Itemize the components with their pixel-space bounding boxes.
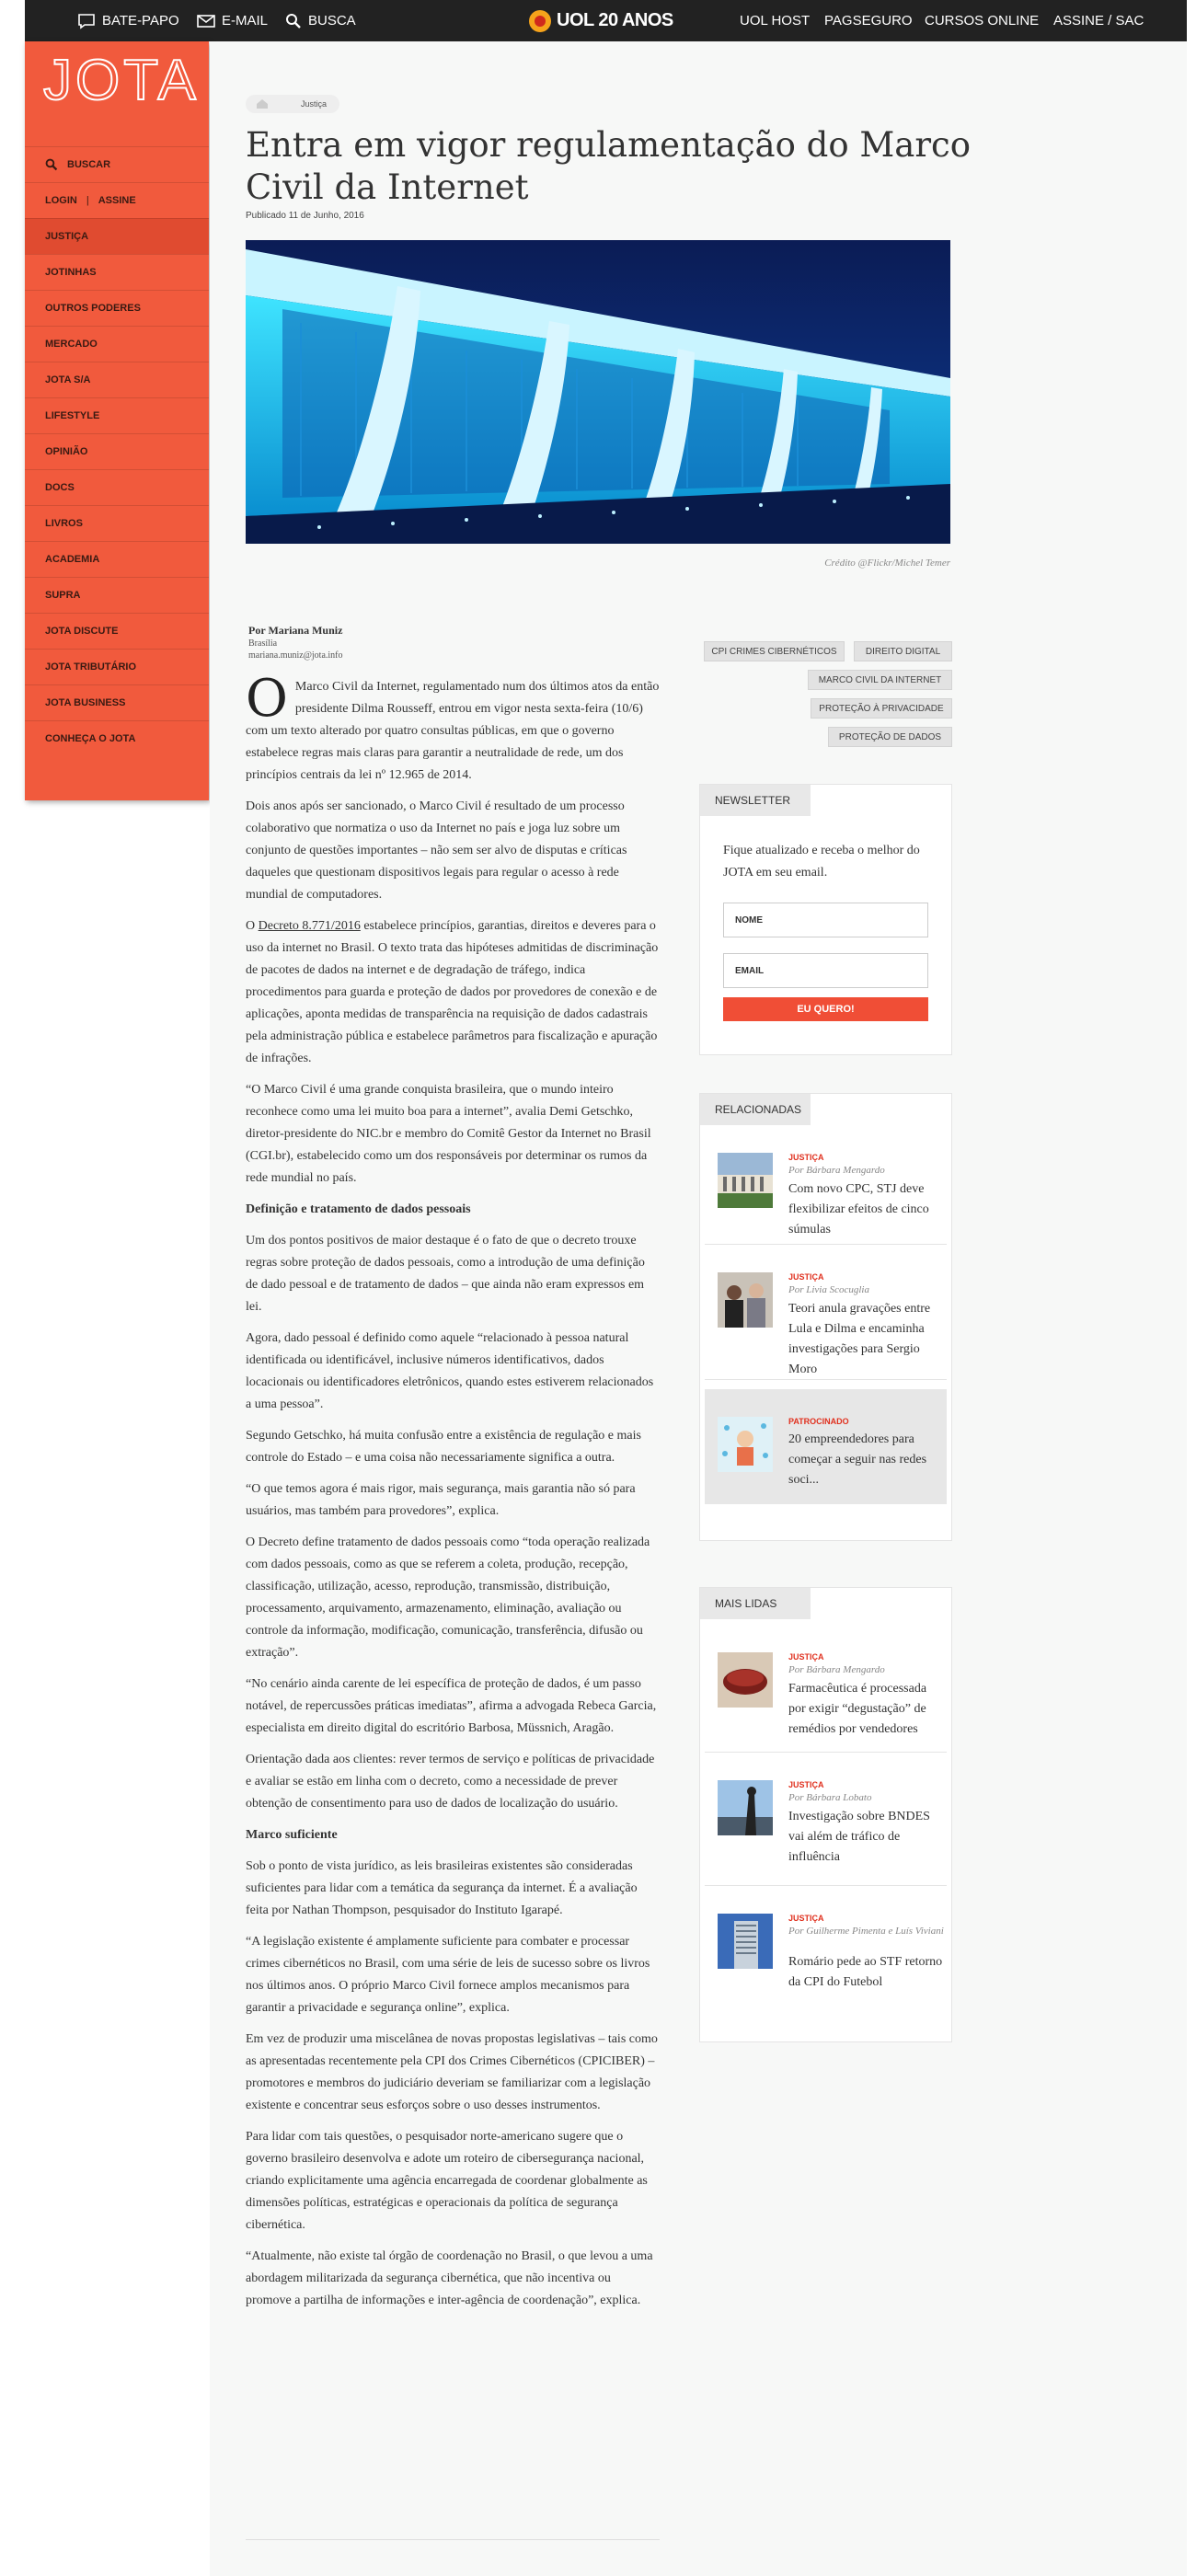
most-read-title: Farmacêutica é processada por exigir “degustação” de remédios por vendedores bbox=[788, 1682, 927, 1736]
newsletter-widget bbox=[699, 784, 952, 1055]
login-separator: | bbox=[86, 195, 89, 206]
most-read-category: JUSTIÇA bbox=[788, 1914, 824, 1923]
sidebar-search-label: BUSCAR bbox=[67, 159, 111, 170]
related-thumbnail bbox=[718, 1153, 773, 1208]
article-paragraph: “No cenário ainda carente de lei específica de proteção de dados, é um passo notável, de repercussões práticas imediatas”, afirma a advogada Rebeca Garcia, especialista em direito digital do escritório Barbosa, Müssnich, Aragão. bbox=[246, 1677, 657, 1735]
article-paragraph: Um dos pontos positivos de maior destaque é o fato de que o decreto trouxe regras sobre proteção de dados pessoais, como a introdução de uma definição de dado pessoal e de tratamento de dados – que ainda não eram expressos em lei. bbox=[246, 1234, 645, 1314]
related-item[interactable] bbox=[705, 1245, 947, 1380]
home-icon[interactable] bbox=[251, 98, 273, 110]
tag-marco-civil-da-internet[interactable]: MARCO CIVIL DA INTERNET bbox=[808, 670, 952, 690]
article-paragraph: “A legislação existente é amplamente suficiente para combater e processar crimes cibernéticos no Brasil, com uma série de leis de sucesso sobre os livros nos últimos anos. O próprio Marco Civil fornece amplos mecanismos para garantir a privacidade e segurança online”, explica. bbox=[246, 1935, 650, 2015]
sidebar-item-outros-poderes[interactable]: OUTROS PODERES bbox=[25, 290, 209, 326]
search-icon bbox=[45, 158, 58, 171]
newsletter-email-input[interactable] bbox=[723, 953, 928, 988]
most-read-item[interactable] bbox=[705, 1619, 947, 1753]
most-read-title: Investigação sobre BNDES vai além de tráfico de influência bbox=[788, 1810, 930, 1864]
sidebar-item-jota-discute[interactable]: JOTA DISCUTE bbox=[25, 613, 209, 649]
article-paragraph: Orientação dada aos clientes: rever termos de serviço e políticas de privacidade e avaliar se estão em linha com o decreto, como a necessidade de prever obtenção de consentimento para uso de dados de localização do usuário. bbox=[246, 1753, 655, 1811]
article-subheading: Definição e tratamento de dados pessoais bbox=[246, 1202, 471, 1216]
related-category: JUSTIÇA bbox=[788, 1153, 824, 1162]
most-read-thumbnail bbox=[718, 1914, 773, 1969]
related-author: Por Bárbara Mengardo bbox=[788, 1165, 885, 1176]
most-read-category: JUSTIÇA bbox=[788, 1780, 824, 1789]
article-paragraph: Segundo Getschko, há muita confusão entre a existência de regulação e mais controle do Estado – e uma coisa não necessariamente significa a outra. bbox=[246, 1429, 641, 1465]
sponsored-item[interactable] bbox=[705, 1389, 947, 1504]
article-paragraph: “O Marco Civil é uma grande conquista brasileira, que o mundo inteiro reconhece como uma lei muito boa para a internet”, avalia Demi Getschko, diretor-presidente do NIC.br e membro do Comitê Gestor da Internet no Brasil (CGI.br), estabelecido como um dos responsáveis por determinar os rumos da rede mundial no país. bbox=[246, 1083, 651, 1185]
palace-illustration bbox=[246, 240, 950, 544]
uol-logo-mark bbox=[529, 10, 551, 32]
tag-cpi-crimes-ciberneticos[interactable]: CPI CRIMES CIBERNÉTICOS bbox=[704, 641, 845, 661]
newsletter-text: Fique atualizado e receba o melhor do JOTA em seu email. bbox=[723, 844, 920, 880]
assine-sac-link[interactable]: ASSINE / SAC bbox=[1053, 13, 1144, 29]
article-title: Entra em vigor regulamentação do Marco Civil da Internet bbox=[246, 125, 972, 207]
sidebar-item-conheca-o-jota[interactable]: CONHEÇA O JOTA bbox=[25, 720, 209, 756]
author-email[interactable]: mariana.muniz@jota.info bbox=[248, 650, 343, 661]
cursos-online-link[interactable]: CURSOS ONLINE bbox=[925, 13, 1040, 29]
most-read-title: Romário pede ao STF retorno da CPI do Futebol bbox=[788, 1955, 943, 1989]
related-item[interactable] bbox=[705, 1125, 947, 1245]
uol-logo[interactable] bbox=[529, 0, 673, 41]
sidebar bbox=[25, 41, 209, 800]
tag-protecao-a-privacidade[interactable]: PROTEÇÃO À PRIVACIDADE bbox=[811, 698, 952, 719]
most-read-item[interactable] bbox=[705, 1886, 947, 2024]
article-paragraph: Em vez de produzir uma miscelânea de novas propostas legislativas – tais como as apresentadas recentemente pela CPI dos Crimes Cibernéticos (CPICIBER) – promotores e membros do judiciário deveriam se familiarizar com a legislação existente e concentrar seus esforços sobre o uso desses instrumentos. bbox=[246, 2032, 658, 2112]
article-paragraph: Agora, dado pessoal é definido como aquele “relacionado à pessoa natural identificada ou identificável, inclusive números identificativos, dados locacionais ou identificadores eletrônicos, quando estes estiverem relacionados a uma pessoa”. bbox=[246, 1331, 654, 1411]
article-end-divider bbox=[246, 2539, 660, 2540]
related-widget bbox=[699, 1093, 952, 1541]
most-read-category: JUSTIÇA bbox=[788, 1652, 824, 1662]
article-subheading: Marco suficiente bbox=[246, 1828, 338, 1842]
author-city: Brasília bbox=[248, 638, 278, 649]
chat-bubble-icon bbox=[77, 13, 96, 29]
sidebar-search[interactable] bbox=[25, 146, 209, 182]
sidebar-account-row bbox=[25, 182, 209, 218]
envelope-icon bbox=[197, 14, 215, 29]
most-read-author: Por Guilherme Pimenta e Luís Viviani bbox=[788, 1926, 944, 1937]
sidebar-item-jota-tributario[interactable]: JOTA TRIBUTÁRIO bbox=[25, 649, 209, 684]
most-read-item[interactable] bbox=[705, 1753, 947, 1886]
uol-logo-text: UOL 20 ANOS bbox=[557, 10, 673, 30]
most-read-author: Por Bárbara Mengardo bbox=[788, 1664, 885, 1675]
tag-direito-digital[interactable]: DIREITO DIGITAL bbox=[854, 641, 952, 661]
newsletter-heading: NEWSLETTER bbox=[700, 785, 811, 816]
article-paragraph: “Atualmente, não existe tal órgão de coordenação no Brasil, o que levou a uma abordagem militarizada da segurança cibernética, que não incentiva ou promove a partilha de informações e inter-agência de coordenação”, explica. bbox=[246, 2249, 653, 2307]
sidebar-item-academia[interactable]: ACADEMIA bbox=[25, 541, 209, 577]
pagseguro-link[interactable]: PAGSEGURO bbox=[824, 13, 913, 29]
article-paragraph: O Decreto 8.771/2016 estabelece princípios, garantias, direitos e deveres para o uso da internet no Brasil. O texto trata das hipóteses admitidas de discriminação de pacotes de dados na internet e de degradação de tráfego, indica procedimentos para guarda e proteção de dados por provedores de conexão e de aplicações, aponta medidas de transparência na requisição de dados cadastrais pela administração pública e estabelece parâmetros para fiscalização e apuração de infrações. bbox=[246, 919, 659, 1065]
email-link[interactable] bbox=[197, 0, 268, 41]
tag-protecao-de-dados[interactable]: PROTEÇÃO DE DADOS bbox=[828, 727, 952, 747]
sponsored-label: PATROCINADO bbox=[788, 1417, 849, 1426]
decree-link[interactable]: Decreto 8.771/2016 bbox=[258, 919, 361, 933]
most-read-heading: MAIS LIDAS bbox=[700, 1588, 811, 1619]
sidebar-item-justica[interactable]: JUSTIÇA bbox=[25, 218, 209, 254]
search-icon bbox=[285, 13, 302, 29]
related-heading: RELACIONADAS bbox=[700, 1094, 811, 1125]
sidebar-item-docs[interactable]: DOCS bbox=[25, 469, 209, 505]
sidebar-item-mercado[interactable]: MERCADO bbox=[25, 326, 209, 362]
most-read-author: Por Bárbara Lobato bbox=[788, 1792, 872, 1803]
sidebar-item-jota-business[interactable]: JOTA BUSINESS bbox=[25, 684, 209, 720]
related-thumbnail bbox=[718, 1417, 773, 1472]
subscribe-link[interactable]: ASSINE bbox=[98, 195, 136, 206]
related-title: Com novo CPC, STJ deve flexibilizar efeitos de cinco súmulas bbox=[788, 1182, 929, 1236]
email-label: E-MAIL bbox=[222, 13, 269, 29]
related-title: Teori anula gravações entre Lula e Dilma e encaminha investigações para Sergio Moro bbox=[788, 1302, 931, 1376]
article-paragraph: O Marco Civil da Internet, regulamentado num dos últimos atos da então presidente Dilma Rousseff, entrou em vigor nesta sexta-feira (10/6) com um texto alterado por quatro consultas públicas, em que o governo estabelece regras mais claras para garantir a neutralidade de rede, um dos princípios centrais da lei nº 12.965 de 2014. bbox=[246, 669, 660, 782]
jota-logo[interactable]: JOTA bbox=[43, 49, 200, 112]
related-title: 20 empreendedores para começar a seguir nas redes soci... bbox=[788, 1432, 927, 1487]
dropcap: O bbox=[246, 669, 288, 729]
search-label: BUSCA bbox=[308, 13, 356, 29]
newsletter-name-input[interactable] bbox=[723, 903, 928, 937]
article-paragraph: Para lidar com tais questões, o pesquisador norte-americano sugere que o governo brasileiro desenvolva e adote um roteiro de cibersegurança nacional, criando explicitamente uma agência encarregada de coordenar globalmente as dimensões políticas, estratégicas e operacionais da política de segurança cibernética. bbox=[246, 2130, 648, 2232]
top-bar bbox=[25, 0, 1187, 41]
most-read-thumbnail bbox=[718, 1652, 773, 1708]
hero-image bbox=[246, 240, 950, 544]
article-paragraph: Sob o ponto de vista jurídico, as leis brasileiras existentes são consideradas suficientes para lidar com a temática da segurança da internet. É a avaliação feita por Nathan Thompson, pesquisador do Instituto Igarapé. bbox=[246, 1859, 638, 1917]
sidebar-item-lifestyle[interactable]: LIFESTYLE bbox=[25, 397, 209, 433]
image-credit: Crédito @Flickr/Michel Temer bbox=[824, 558, 950, 569]
most-read-widget bbox=[699, 1587, 952, 2042]
breadcrumb-category[interactable]: Justiça bbox=[301, 99, 328, 109]
sidebar-item-supra[interactable]: SUPRA bbox=[25, 577, 209, 613]
newsletter-submit-button[interactable]: EU QUERO! bbox=[723, 997, 928, 1021]
published-date: Publicado 11 de Junho, 2016 bbox=[246, 211, 364, 221]
sidebar-item-opiniao[interactable]: OPINIÃO bbox=[25, 433, 209, 469]
uol-host-link[interactable]: UOL HOST bbox=[740, 13, 811, 29]
article-body bbox=[246, 669, 660, 2321]
author-name[interactable]: Por Mariana Muniz bbox=[248, 624, 343, 637]
chat-label: BATE-PAPO bbox=[102, 13, 179, 29]
sidebar-item-livros[interactable]: LIVROS bbox=[25, 505, 209, 541]
related-author: Por Livia Scocuglia bbox=[788, 1284, 869, 1295]
most-read-thumbnail bbox=[718, 1780, 773, 1835]
related-thumbnail bbox=[718, 1272, 773, 1328]
chat-link[interactable] bbox=[77, 0, 179, 41]
breadcrumb bbox=[246, 95, 339, 113]
article-paragraph: O Decreto define tratamento de dados pessoais como “toda operação realizada com dados pessoais, como as que se referem a coleta, produção, recepção, classificação, utilização, acesso, reprodução, transmissão, distribuição, processamento, arquivamento, armazenamento, eliminação, avaliação ou controle da informação, modificação, comunicação, transferência, difusão ou extração”. bbox=[246, 1535, 650, 1660]
article-paragraph: “O que temos agora é mais rigor, mais segurança, mais garantia não só para usuários, mas também para provedores”, explica. bbox=[246, 1482, 636, 1518]
search-link[interactable] bbox=[285, 0, 356, 41]
related-category: JUSTIÇA bbox=[788, 1272, 824, 1282]
article-paragraph: Dois anos após ser sancionado, o Marco Civil é resultado de um processo colaborativo que normatiza o uso da Internet no país e joga luz sobre um conjunto de questões importantes – não sem ser alvo de disputas e críticas daqueles que questionam dispositivos legais para regular o acesso à rede mundial de computadores. bbox=[246, 799, 627, 902]
login-link[interactable]: LOGIN bbox=[45, 195, 77, 206]
sidebar-item-jota-sa[interactable]: JOTA S/A bbox=[25, 362, 209, 397]
sidebar-item-jotinhas[interactable]: JOTINHAS bbox=[25, 254, 209, 290]
